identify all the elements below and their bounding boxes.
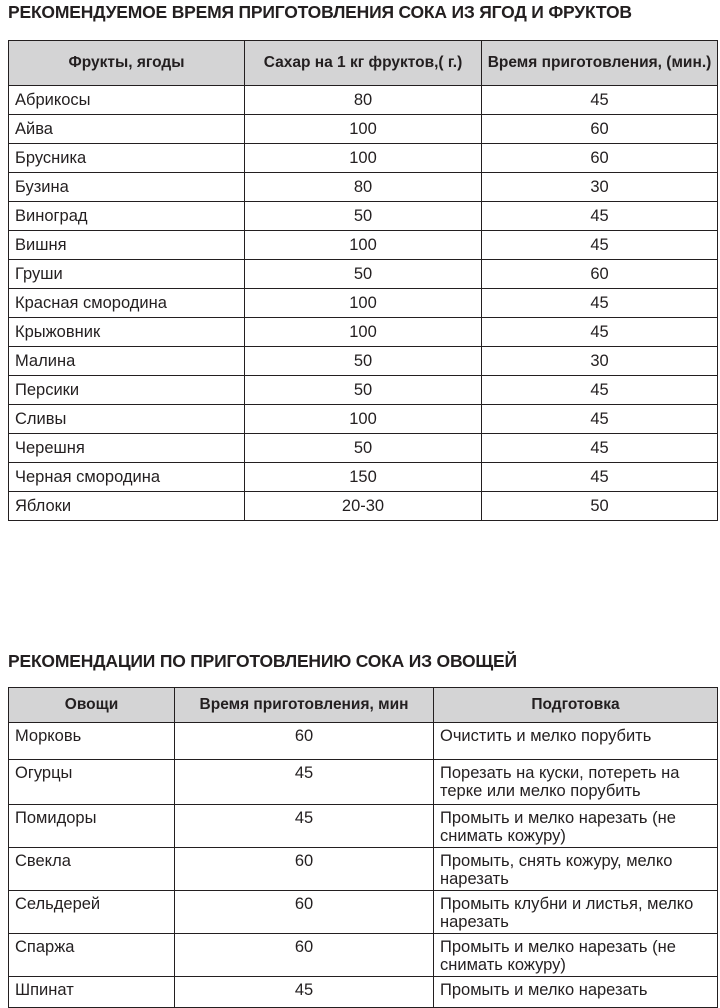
cook-time: 60: [482, 115, 718, 144]
table-header-row: [9, 41, 718, 86]
sugar-amount: 100: [245, 231, 482, 260]
column-header-fruit: Фрукты, ягоды: [9, 41, 245, 86]
cook-time: 50: [482, 492, 718, 521]
fruit-name: Черешня: [9, 434, 245, 463]
sugar-amount: 100: [245, 144, 482, 173]
cook-time: 30: [482, 347, 718, 376]
table-row: [9, 760, 718, 805]
fruit-name: Черная смородина: [9, 463, 245, 492]
table-row: [9, 318, 718, 347]
table-row: [9, 934, 718, 977]
fruit-name: Виноград: [9, 202, 245, 231]
table-row: [9, 347, 718, 376]
sugar-amount: 50: [245, 260, 482, 289]
sugar-amount: 100: [245, 318, 482, 347]
cook-time: 45: [482, 434, 718, 463]
sugar-amount: 20-30: [245, 492, 482, 521]
fruit-name: Крыжовник: [9, 318, 245, 347]
preparation-text: Очистить и мелко порубить: [434, 723, 718, 760]
sugar-amount: 100: [245, 115, 482, 144]
fruit-name: Красная смородина: [9, 289, 245, 318]
sugar-amount: 80: [245, 86, 482, 115]
table-row: [9, 289, 718, 318]
fruit-name: Груши: [9, 260, 245, 289]
cook-time: 45: [175, 805, 434, 848]
sugar-amount: 100: [245, 405, 482, 434]
vegetable-name: Помидоры: [9, 805, 175, 848]
table-row: [9, 977, 718, 1008]
cook-time: 60: [482, 260, 718, 289]
column-header-time: Время приготовления, (мин.): [482, 41, 718, 86]
table-row: [9, 202, 718, 231]
sugar-amount: 50: [245, 347, 482, 376]
fruit-name: Малина: [9, 347, 245, 376]
vegetable-name: Свекла: [9, 848, 175, 891]
cook-time: 45: [175, 977, 434, 1008]
table-row: [9, 86, 718, 115]
cook-time: 45: [482, 376, 718, 405]
fruit-name: Сливы: [9, 405, 245, 434]
vegetable-name: Огурцы: [9, 760, 175, 805]
table-row: [9, 492, 718, 521]
table-row: [9, 405, 718, 434]
cook-time: 45: [482, 318, 718, 347]
fruit-name: Абрикосы: [9, 86, 245, 115]
table-row: [9, 805, 718, 848]
column-header-sugar: Сахар на 1 кг фруктов,( г.): [245, 41, 482, 86]
cook-time: 45: [175, 760, 434, 805]
table-row: [9, 848, 718, 891]
table-row: [9, 376, 718, 405]
vegetable-name: Шпинат: [9, 977, 175, 1008]
column-header-vegetable: Овощи: [9, 688, 175, 723]
preparation-text: Промыть и мелко нарезать: [434, 977, 718, 1008]
fruit-name: Персики: [9, 376, 245, 405]
column-header-preparation: Подготовка: [434, 688, 718, 723]
fruit-name: Брусника: [9, 144, 245, 173]
table-row: [9, 115, 718, 144]
fruit-juice-table: [8, 40, 718, 521]
table-row: [9, 144, 718, 173]
fruit-section-title: РЕКОМЕНДУЕМОЕ ВРЕМЯ ПРИГОТОВЛЕНИЯ СОКА ИЗ ЯГОД И ФРУКТОВ: [8, 2, 632, 22]
cook-time: 60: [175, 848, 434, 891]
vegetable-name: Сельдерей: [9, 891, 175, 934]
preparation-text: Промыть клубни и листья, мелко нарезать: [434, 891, 718, 934]
table-row: [9, 434, 718, 463]
cook-time: 60: [175, 934, 434, 977]
table-row: [9, 723, 718, 760]
cook-time: 45: [482, 463, 718, 492]
vegetable-juice-table: [8, 687, 718, 1008]
cook-time: 30: [482, 173, 718, 202]
veg-section-title: РЕКОМЕНДАЦИИ ПО ПРИГОТОВЛЕНИЮ СОКА ИЗ ОВОЩЕЙ: [8, 651, 517, 671]
cook-time: 45: [482, 86, 718, 115]
sugar-amount: 50: [245, 202, 482, 231]
table-row: [9, 463, 718, 492]
preparation-text: Порезать на куски, потереть на терке или мелко порубить: [434, 760, 718, 805]
column-header-time: Время приготовления, мин: [175, 688, 434, 723]
fruit-name: Бузина: [9, 173, 245, 202]
table-header-row: [9, 688, 718, 723]
fruit-name: Айва: [9, 115, 245, 144]
cook-time: 60: [482, 144, 718, 173]
sugar-amount: 50: [245, 376, 482, 405]
preparation-text: Промыть и мелко нарезать (не снимать кожуру): [434, 805, 718, 848]
sugar-amount: 80: [245, 173, 482, 202]
vegetable-name: Спаржа: [9, 934, 175, 977]
sugar-amount: 100: [245, 289, 482, 318]
cook-time: 60: [175, 723, 434, 760]
table-row: [9, 891, 718, 934]
fruit-name: Вишня: [9, 231, 245, 260]
table-row: [9, 173, 718, 202]
preparation-text: Промыть, снять кожуру, мелко нарезать: [434, 848, 718, 891]
cook-time: 60: [175, 891, 434, 934]
table-row: [9, 231, 718, 260]
sugar-amount: 50: [245, 434, 482, 463]
sugar-amount: 150: [245, 463, 482, 492]
vegetable-name: Морковь: [9, 723, 175, 760]
cook-time: 45: [482, 405, 718, 434]
fruit-name: Яблоки: [9, 492, 245, 521]
cook-time: 45: [482, 289, 718, 318]
cook-time: 45: [482, 231, 718, 260]
preparation-text: Промыть и мелко нарезать (не снимать кожуру): [434, 934, 718, 977]
table-row: [9, 260, 718, 289]
cook-time: 45: [482, 202, 718, 231]
